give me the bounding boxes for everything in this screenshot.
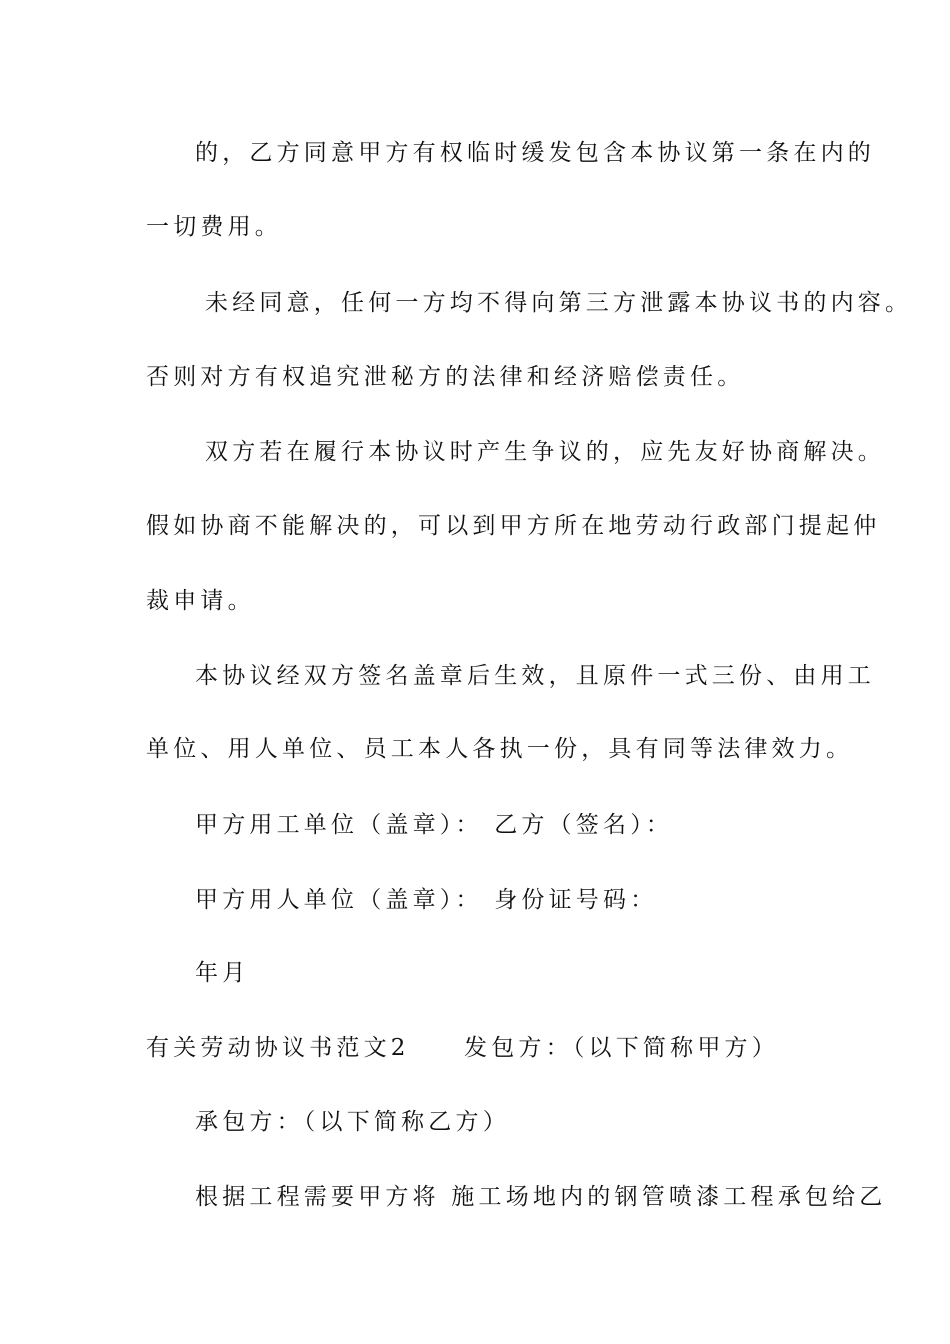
text-line: 双方若在履行本协议时产生争议的，应先友好协商解决。 [205,439,885,465]
text-line: 假如协商不能解决的，可以到甲方所在地劳动行政部门提起仲 [146,513,881,539]
text-line: 根据工程需要甲方将 施工场地内的钢管喷漆工程承包给乙 [195,1184,887,1210]
text-line: 的，乙方同意甲方有权临时缓发包含本协议第一条在内的 [195,140,875,166]
text-line: 承包方：（以下简称乙方） [195,1109,510,1135]
text-line: 本协议经双方签名盖章后生效，且原件一式三份、由用工 [195,663,875,689]
text-line: 单位、用人单位、员工本人各执一份，具有同等法律效力。 [146,736,854,762]
text-line: 裁申请。 [146,588,255,614]
section-heading: 有关劳动协议书范文2 发包方：（以下简称甲方） [146,1035,779,1061]
signature-line-employer: 甲方用工单位（盖章）： 乙方（签名）： [195,812,674,838]
signature-line-hiring-unit: 甲方用人单位（盖章）： 身份证号码： [195,887,658,913]
text-line: 一切费用。 [146,214,282,240]
text-line: 未经同意，任何一方均不得向第三方泄露本协议书的内容。 [205,290,913,316]
text-line: 否则对方有权追究泄秘方的法律和经济赔偿责任。 [146,364,745,390]
date-line: 年月 [195,960,250,986]
